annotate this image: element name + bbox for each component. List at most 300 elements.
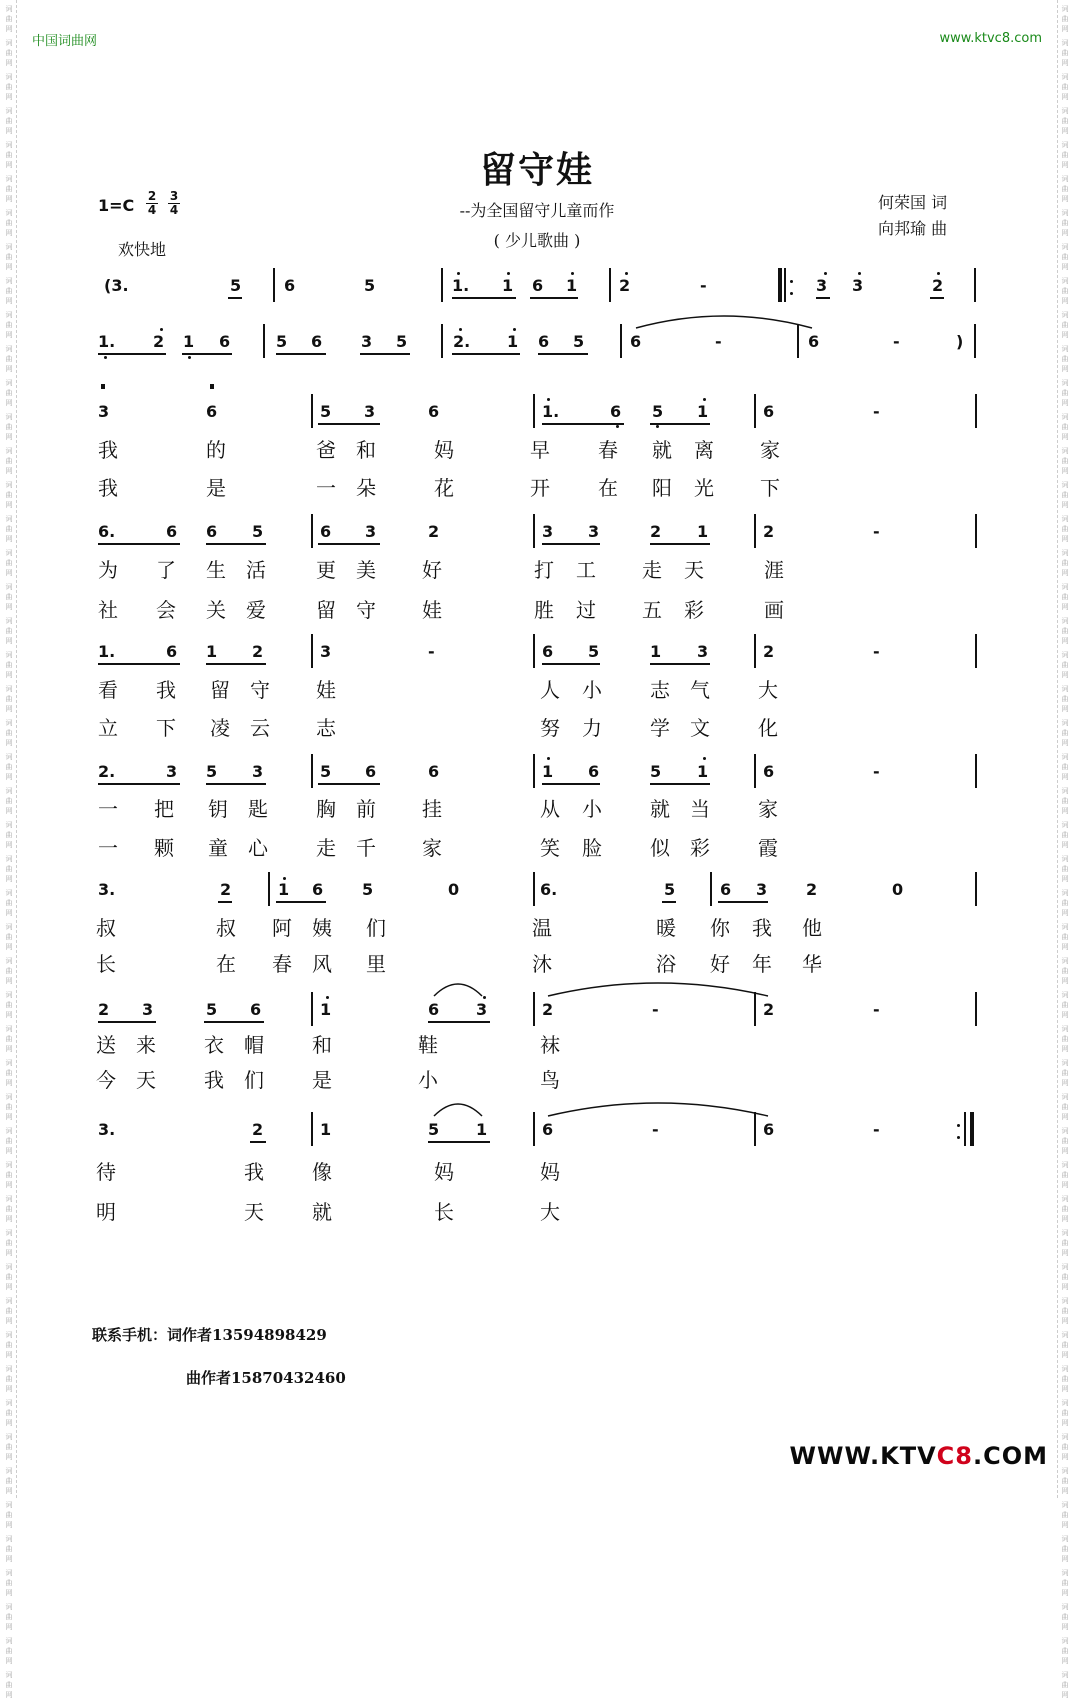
lyric-verse-2: 霞 — [758, 836, 778, 860]
watermark-glyphs: 词 曲 网 — [1061, 685, 1069, 713]
watermark-glyphs: 词 曲 网 — [5, 1331, 13, 1359]
note: 1 — [206, 642, 218, 661]
lyric-verse-2: 长 — [434, 1200, 454, 1224]
watermark-glyphs: 词 曲 网 — [1061, 651, 1069, 679]
lyric-verse-2: 留 — [316, 598, 336, 622]
watermark-glyphs: 词 曲 网 — [1061, 719, 1069, 747]
note: 3 — [588, 522, 600, 541]
watermark-glyphs: 词 曲 网 — [5, 39, 13, 67]
lyric-verse-1: 离 — [694, 438, 714, 462]
note: 5 — [362, 880, 374, 899]
intro-note: 6 — [630, 332, 642, 351]
lyric-verse-1: 娃 — [316, 678, 336, 702]
watermark-glyphs: 词 曲 网 — [5, 413, 13, 441]
watermark-glyphs: 词 曲 网 — [1061, 1229, 1069, 1257]
watermark-glyphs: 词 曲 网 — [5, 1501, 13, 1529]
lyric-verse-2: 一 — [316, 476, 336, 500]
watermark-glyphs: 词 曲 网 — [5, 1399, 13, 1427]
lyric-verse-2: 明 — [96, 1200, 116, 1224]
note: 6 — [610, 402, 622, 421]
note: 1 — [650, 642, 662, 661]
watermark-glyphs: 词 曲 网 — [5, 685, 13, 713]
intro-note: 1 — [183, 332, 195, 351]
lyric-verse-1: 了 — [156, 558, 176, 582]
watermark-glyphs: 词 曲 网 — [5, 209, 13, 237]
watermark-glyphs: 词 曲 网 — [5, 889, 13, 917]
note: 1 — [320, 1000, 332, 1019]
intro-note: 1 — [502, 276, 514, 295]
note: 6 — [720, 880, 732, 899]
note: 6 — [365, 762, 377, 781]
lyric-verse-2: 努 — [540, 716, 560, 740]
note: 3 — [365, 522, 377, 541]
lyric-verse-1: 一 — [98, 797, 118, 821]
note: 6 — [166, 642, 178, 661]
watermark-glyphs: 词 曲 网 — [1061, 991, 1069, 1019]
lyric-verse-2: 天 — [244, 1200, 264, 1224]
lyric-verse-2: 阳 — [652, 476, 672, 500]
lyric-verse-2: 光 — [694, 476, 714, 500]
lyric-verse-2: 我 — [204, 1068, 224, 1092]
watermark-glyphs: 词 曲 网 — [1061, 1093, 1069, 1121]
lyric-verse-2: 笑 — [540, 836, 560, 860]
intro-note: 2 — [932, 276, 944, 295]
note: 6 — [763, 402, 775, 421]
watermark-glyphs: 词 曲 网 — [1061, 1569, 1069, 1597]
watermark-glyphs: 词 曲 网 — [5, 583, 13, 611]
note: 3 — [252, 762, 264, 781]
lyric-verse-1: 鞋 — [418, 1033, 438, 1057]
note: - — [873, 1000, 880, 1019]
note: 5 — [320, 762, 332, 781]
note: - — [428, 642, 435, 661]
watermark-glyphs: 词 曲 网 — [5, 1093, 13, 1121]
watermark-glyphs: 词 曲 网 — [1061, 107, 1069, 135]
contact-line-1: 联系手机：词作者13594898429 — [92, 1326, 327, 1344]
contact-line-2: 曲作者15870432460 — [186, 1369, 346, 1387]
intro-note: 5 — [573, 332, 585, 351]
song-title: 留守娃 — [479, 149, 594, 191]
note: 5 — [428, 1120, 440, 1139]
brand-part-2: C8 — [936, 1442, 973, 1470]
watermark-glyphs: 词 曲 网 — [1061, 1603, 1069, 1631]
note: 2 — [252, 1120, 264, 1139]
watermark-glyphs: 词 曲 网 — [1061, 515, 1069, 543]
lyric-verse-1: 挂 — [422, 797, 442, 821]
lyric-verse-2: 彩 — [690, 836, 710, 860]
song-genre: ( 少儿歌曲 ) — [493, 231, 581, 250]
note: - — [873, 642, 880, 661]
lyric-verse-2: 下 — [760, 476, 780, 500]
watermark-glyphs: 词 曲 网 — [1061, 1637, 1069, 1665]
lyric-verse-2: 春 — [272, 952, 292, 976]
watermark-glyphs: 词 曲 网 — [5, 141, 13, 169]
lyric-verse-2: 千 — [356, 836, 376, 860]
note: - — [652, 1120, 659, 1139]
intro-note: 6 — [538, 332, 550, 351]
lyric-verse-1: 妈 — [540, 1160, 560, 1184]
note: 3 — [166, 762, 178, 781]
lyric-verse-1: 就 — [650, 797, 670, 821]
watermark-glyphs: 词 曲 网 — [1061, 345, 1069, 373]
note: 1 — [697, 402, 709, 421]
lyric-verse-2: 是 — [206, 476, 226, 500]
intro-note: - — [700, 276, 707, 295]
note: 2 — [763, 1000, 775, 1019]
note: 5 — [252, 522, 264, 541]
note: 6 — [206, 522, 218, 541]
watermark-glyphs: 词 曲 网 — [1061, 889, 1069, 917]
watermark-glyphs: 词 曲 网 — [5, 1569, 13, 1597]
watermark-glyphs: 词 曲 网 — [5, 73, 13, 101]
lyric-verse-2: 今 — [96, 1068, 116, 1092]
intro-note: 2 — [153, 332, 165, 351]
note: 3 — [142, 1000, 154, 1019]
watermark-glyphs: 词 曲 网 — [1061, 1195, 1069, 1223]
note: 1 — [697, 762, 709, 781]
watermark-glyphs: 词 曲 网 — [1061, 39, 1069, 67]
lyric-verse-2: 鸟 — [540, 1068, 560, 1092]
note: 3 — [756, 880, 768, 899]
composer-credit: 向邦瑜 曲 — [878, 219, 948, 238]
intro-note: 1 — [507, 332, 519, 351]
intro-note: - — [715, 332, 722, 351]
watermark-glyphs: 词 曲 网 — [1061, 141, 1069, 169]
intro-note: ) — [956, 332, 964, 351]
watermark-glyphs: 词 曲 网 — [1061, 1161, 1069, 1189]
watermark-glyphs: 词 曲 网 — [5, 651, 13, 679]
watermark-glyphs: 词 曲 网 — [5, 1671, 13, 1699]
lyric-verse-2: 年 — [752, 952, 772, 976]
lyric-verse-1: 志 — [650, 678, 670, 702]
intro-note: 6 — [311, 332, 323, 351]
intro-note: 1. — [98, 332, 116, 351]
lyric-verse-1: 待 — [96, 1160, 116, 1184]
note: 0 — [448, 880, 460, 899]
watermark-glyphs: 词 曲 网 — [5, 855, 13, 883]
watermark-glyphs: 词 曲 网 — [5, 1229, 13, 1257]
note: 3 — [98, 402, 110, 421]
watermark-glyphs: 词 曲 网 — [5, 107, 13, 135]
note: 3. — [98, 1120, 116, 1139]
note: 3 — [697, 642, 709, 661]
lyric-verse-2: 们 — [244, 1068, 264, 1092]
lyric-verse-2: 好 — [710, 952, 730, 976]
lyric-verse-2: 走 — [316, 836, 336, 860]
watermark-glyphs: 词 曲 网 — [5, 345, 13, 373]
note: - — [873, 402, 880, 421]
lyric-verse-2: 童 — [208, 836, 228, 860]
lyric-verse-1: 小 — [582, 797, 602, 821]
lyric-verse-1: 的 — [206, 438, 226, 462]
watermark-glyphs: 词 曲 网 — [1061, 1127, 1069, 1155]
watermark-glyphs: 词 曲 网 — [5, 5, 13, 33]
note: - — [652, 1000, 659, 1019]
watermark-glyphs: 词 曲 网 — [1061, 549, 1069, 577]
watermark-glyphs: 词 曲 网 — [5, 923, 13, 951]
watermark-glyphs: 词 曲 网 — [5, 549, 13, 577]
lyric-verse-1: 他 — [802, 916, 822, 940]
intro-note: 5 — [276, 332, 288, 351]
note: 2 — [428, 522, 440, 541]
brand-part-3: .COM — [972, 1442, 1048, 1470]
key-signature: 1=C — [98, 196, 135, 215]
lyric-verse-2: 过 — [576, 598, 596, 622]
watermark-glyphs: 词 曲 网 — [1061, 1365, 1069, 1393]
note: 6 — [542, 1120, 554, 1139]
lyric-verse-1: 我 — [98, 438, 118, 462]
note: 2 — [252, 642, 264, 661]
lyric-verse-2: 似 — [650, 836, 670, 860]
watermark-glyphs: 词 曲 网 — [5, 821, 13, 849]
lyric-verse-1: 生 — [206, 558, 226, 582]
lyric-verse-2: 文 — [690, 716, 710, 740]
lyric-verse-1: 大 — [758, 678, 778, 702]
lyric-verse-1: 妈 — [434, 438, 454, 462]
lyric-verse-1: 钥 — [208, 797, 228, 821]
intro-note: 2. — [453, 332, 471, 351]
note: 2 — [650, 522, 662, 541]
lyric-verse-2: 关 — [206, 598, 226, 622]
note: 6 — [428, 762, 440, 781]
note: 2 — [763, 642, 775, 661]
lyric-verse-2: 社 — [98, 598, 118, 622]
watermark-glyphs: 词 曲 网 — [1061, 923, 1069, 951]
note: 6 — [542, 642, 554, 661]
lyric-verse-1: 和 — [356, 438, 376, 462]
lyric-verse-1: 们 — [366, 916, 386, 940]
note: - — [873, 762, 880, 781]
note: 6 — [312, 880, 324, 899]
lyric-verse-1: 你 — [710, 916, 730, 940]
watermark-glyphs: 词 曲 网 — [5, 1263, 13, 1291]
lyric-verse-2: 家 — [422, 836, 442, 860]
note: 3 — [364, 402, 376, 421]
watermark-glyphs: 词 曲 网 — [5, 515, 13, 543]
lyric-verse-2: 就 — [312, 1200, 332, 1224]
watermark-glyphs: 词 曲 网 — [1061, 617, 1069, 645]
watermark-glyphs: 词 曲 网 — [5, 1161, 13, 1189]
note: 3 — [320, 642, 332, 661]
lyric-verse-2: 脸 — [582, 836, 602, 860]
lyric-verse-2: 彩 — [684, 598, 704, 622]
note: 0 — [892, 880, 904, 899]
watermark-glyphs: 词 曲 网 — [5, 753, 13, 781]
watermark-glyphs: 词 曲 网 — [5, 1195, 13, 1223]
lyric-verse-2: 守 — [356, 598, 376, 622]
intro-note: 5 — [230, 276, 242, 295]
lyric-verse-1: 衣 — [204, 1033, 224, 1057]
watermark-glyphs: 词 曲 网 — [5, 277, 13, 305]
watermark-glyphs: 词 曲 网 — [1061, 413, 1069, 441]
watermark-glyphs: 词 曲 网 — [1061, 821, 1069, 849]
lyric-verse-1: 把 — [154, 797, 174, 821]
lyric-verse-2: 云 — [250, 716, 270, 740]
watermark-glyphs: 词 曲 网 — [1061, 481, 1069, 509]
watermark-glyphs: 词 曲 网 — [5, 379, 13, 407]
lyric-verse-1: 姨 — [312, 916, 332, 940]
lyric-verse-1: 匙 — [248, 797, 268, 821]
watermark-glyphs: 词 曲 网 — [1061, 1433, 1069, 1461]
site-url[interactable]: www.ktvc8.com — [939, 31, 1042, 46]
intro-note: 6 — [532, 276, 544, 295]
watermark-glyphs: 词 曲 网 — [5, 311, 13, 339]
note: 2 — [806, 880, 818, 899]
note: 6 — [763, 1120, 775, 1139]
watermark-glyphs: 词 曲 网 — [1061, 209, 1069, 237]
lyric-verse-1: 留 — [210, 678, 230, 702]
intro-note: 6 — [284, 276, 296, 295]
lyric-verse-1: 家 — [758, 797, 778, 821]
note: 6 — [206, 402, 218, 421]
intro-note: 1. — [452, 276, 470, 295]
watermark-glyphs: 词 曲 网 — [5, 1127, 13, 1155]
lyric-verse-2: 力 — [582, 716, 602, 740]
watermark-glyphs: 词 曲 网 — [1061, 311, 1069, 339]
note: - — [873, 1120, 880, 1139]
lyric-verse-1: 送 — [96, 1033, 116, 1057]
lyric-verse-1: 胸 — [316, 797, 336, 821]
watermark-glyphs: 词 曲 网 — [1061, 379, 1069, 407]
note: 6 — [320, 522, 332, 541]
watermark-glyphs: 词 曲 网 — [1061, 5, 1069, 33]
lyric-verse-1: 袜 — [540, 1033, 560, 1057]
note: 3. — [98, 880, 116, 899]
note: 5 — [652, 402, 664, 421]
lyric-verse-1: 气 — [690, 678, 710, 702]
intro-note: 6 — [808, 332, 820, 351]
lyric-verse-2: 下 — [156, 716, 176, 740]
lyric-verse-2: 在 — [216, 952, 236, 976]
lyric-verse-1: 像 — [312, 1160, 332, 1184]
watermark-glyphs: 词 曲 网 — [1061, 1501, 1069, 1529]
note: 6. — [98, 522, 116, 541]
intro-note: (3. — [104, 276, 129, 295]
note: 5 — [650, 762, 662, 781]
note: 6 — [428, 1000, 440, 1019]
note: 2 — [542, 1000, 554, 1019]
lyric-verse-1: 帽 — [244, 1033, 264, 1057]
lyric-verse-2: 华 — [802, 952, 822, 976]
intro-note: 2 — [619, 276, 631, 295]
lyric-verse-1: 小 — [582, 678, 602, 702]
watermark-glyphs: 词 曲 网 — [1061, 753, 1069, 781]
lyric-verse-1: 好 — [422, 558, 442, 582]
note: 5 — [206, 1000, 218, 1019]
watermark-glyphs: 词 曲 网 — [5, 991, 13, 1019]
intro-note: 5 — [396, 332, 408, 351]
lyric-verse-1: 天 — [684, 558, 704, 582]
lyric-verse-1: 就 — [652, 438, 672, 462]
lyric-verse-1: 早 — [530, 438, 550, 462]
watermark-glyphs: 词 曲 网 — [5, 1433, 13, 1461]
lyric-verse-2: 娃 — [422, 598, 442, 622]
brand-logo[interactable] — [790, 1442, 1048, 1470]
lyric-verse-1: 活 — [246, 558, 266, 582]
note: 5 — [206, 762, 218, 781]
watermark-glyphs: 词 曲 网 — [5, 1467, 13, 1495]
watermark-glyphs: 词 曲 网 — [5, 481, 13, 509]
intro-note: 6 — [219, 332, 231, 351]
watermark-glyphs: 词 曲 网 — [5, 1297, 13, 1325]
lyric-verse-2: 天 — [136, 1068, 156, 1092]
note: 3 — [542, 522, 554, 541]
watermark-glyphs: 词 曲 网 — [1061, 1059, 1069, 1087]
watermark-glyphs: 词 曲 网 — [5, 1535, 13, 1563]
watermark-glyphs: 词 曲 网 — [1061, 957, 1069, 985]
note: 1 — [320, 1120, 332, 1139]
lyric-verse-1: 叔 — [96, 916, 116, 940]
lyric-verse-2: 颗 — [154, 836, 174, 860]
lyric-verse-2: 花 — [434, 476, 454, 500]
lyric-verse-2: 爱 — [246, 598, 266, 622]
watermark-glyphs: 词 曲 网 — [5, 1603, 13, 1631]
note: 1. — [98, 642, 116, 661]
watermark-glyphs: 词 曲 网 — [1061, 1263, 1069, 1291]
watermark-glyphs: 词 曲 网 — [1061, 73, 1069, 101]
note: 2 — [220, 880, 232, 899]
note: 2 — [763, 522, 775, 541]
lyric-verse-2: 心 — [248, 836, 268, 860]
lyric-verse-1: 春 — [598, 438, 618, 462]
watermark-glyphs: 词 曲 网 — [5, 1059, 13, 1087]
lyric-verse-1: 涯 — [764, 558, 784, 582]
watermark-glyphs: 词 曲 网 — [1061, 1399, 1069, 1427]
watermark-glyphs: 词 曲 网 — [5, 617, 13, 645]
lyric-verse-2: 胜 — [534, 598, 554, 622]
song-subtitle: --为全国留守儿童而作 — [459, 201, 615, 220]
lyric-verse-2: 会 — [156, 598, 176, 622]
lyric-verse-2: 浴 — [656, 952, 676, 976]
note: 5 — [588, 642, 600, 661]
watermark-glyphs: 词 曲 网 — [5, 447, 13, 475]
watermark-glyphs: 词 曲 网 — [5, 719, 13, 747]
watermark-glyphs: 词 曲 网 — [1061, 787, 1069, 815]
lyric-verse-2: 画 — [764, 598, 784, 622]
lyric-verse-2: 凌 — [210, 716, 230, 740]
note: 6 — [250, 1000, 262, 1019]
watermark-glyphs: 词 曲 网 — [1061, 1671, 1069, 1699]
lyric-verse-2: 立 — [98, 716, 118, 740]
lyric-verse-2: 朵 — [356, 476, 376, 500]
site-name[interactable]: 中国词曲网 — [32, 34, 98, 49]
intro-note: 3 — [361, 332, 373, 351]
lyric-verse-1: 从 — [540, 797, 560, 821]
lyric-verse-2: 风 — [312, 952, 332, 976]
lyric-verse-2: 沐 — [532, 952, 552, 976]
lyric-verse-1: 暖 — [656, 916, 676, 940]
watermark-glyphs: 词 曲 网 — [1061, 175, 1069, 203]
lyric-verse-1: 走 — [642, 558, 662, 582]
lyric-verse-2: 开 — [530, 476, 550, 500]
lyric-verse-1: 阿 — [272, 916, 292, 940]
watermark-glyphs: 词 曲 网 — [1061, 855, 1069, 883]
note: 6 — [763, 762, 775, 781]
watermark-glyphs: 词 曲 网 — [5, 787, 13, 815]
lyric-verse-1: 爸 — [316, 438, 336, 462]
lyric-verse-2: 志 — [316, 716, 336, 740]
lyric-verse-1: 前 — [356, 797, 376, 821]
lyric-verse-1: 温 — [532, 916, 552, 940]
watermark-glyphs: 词 曲 网 — [1061, 583, 1069, 611]
lyric-verse-2: 学 — [650, 716, 670, 740]
lyric-verse-1: 打 — [534, 558, 554, 582]
watermark-glyphs: 词 曲 网 — [5, 1637, 13, 1665]
time-signature-3-4: $\frac{3}{4}$ — [169, 189, 179, 217]
lyric-verse-1: 当 — [690, 797, 710, 821]
lyric-verse-1: 为 — [98, 558, 118, 582]
intro-note: 1 — [566, 276, 578, 295]
